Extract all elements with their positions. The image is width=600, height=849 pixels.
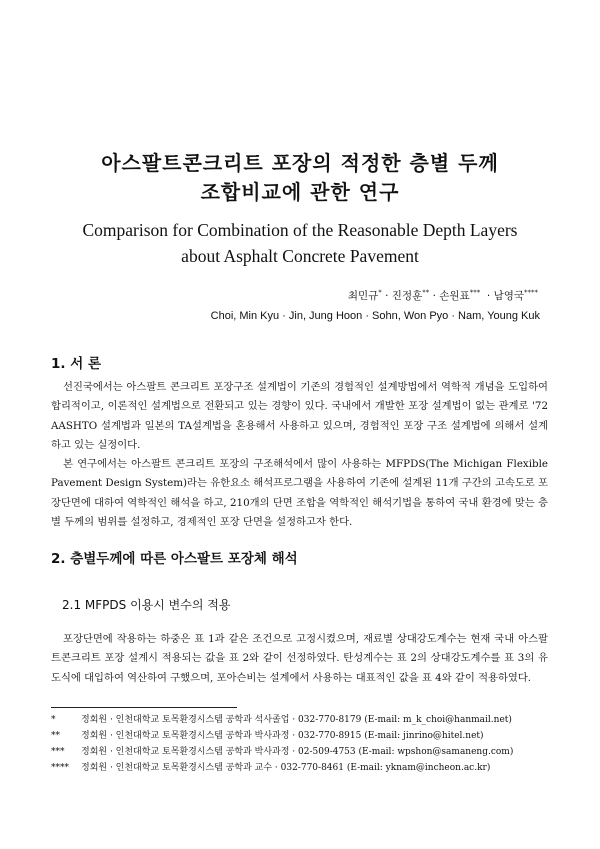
body-paragraph: 본 연구에서는 아스팔트 콘크리트 포장의 구조해석에서 많이 사용하는 MFPDS(The Michigan Flexible Pavement Design System)라는 유한요소 해석프로그램을 사용하여 기존에 설계된 11개 구간의 고속도로 포장단면에 대하여 역학적인 해석을 하고, 210개의 단면 조합을 역학적인 해석기법을 통하여 국내 환경에 맞는 층별 두께의 범위를 설정하고, 경제적인 포장 단면을 설정하고자 한다. <box>51 458 548 529</box>
footnote-mark: *** <box>51 747 65 757</box>
footnote-text: 정회원 · 인천대학교 토목환경시스템 공학과 석사졸업 · 032-770-8179 (E-mail: m_k_choi@hanmail.net) <box>81 715 512 725</box>
footnote-mark: **** <box>51 763 69 773</box>
section-heading-analysis: 2. 층별두께에 따른 아스팔트 포장체 해석 <box>51 551 298 567</box>
footnote-text: 정회원 · 인천대학교 토목환경시스템 공학과 박사과정 · 032-770-8915 (E-mail: jinrino@hitel.net) <box>81 731 484 741</box>
footnote-divider <box>51 707 237 708</box>
footnote <box>51 728 571 744</box>
footnotes <box>51 712 571 776</box>
author-name: 최민규 <box>347 290 379 302</box>
korean-authors: 최민규* · 진정훈** · 손원표*** · 남영국**** <box>347 288 538 302</box>
footnote-mark: * <box>51 715 56 725</box>
footnote <box>51 712 571 728</box>
english-authors: Choi, Min Kyu · Jin, Jung Hoon · Sohn, Won Pyo · Nam, Young Kuk <box>210 310 540 322</box>
author-mark: **** <box>524 288 538 297</box>
author-mark: *** <box>469 288 481 297</box>
subsection-heading: 2.1 MFPDS 이용시 변수의 적용 <box>62 598 231 612</box>
english-title-line-1: Comparison for Combination of the Reasonable Depth Layers <box>82 220 518 240</box>
author-name: 손원표 <box>439 290 470 302</box>
footnote <box>51 760 571 776</box>
english-title-line-2: about Asphalt Concrete Pavement <box>181 246 419 266</box>
section-heading-introduction: 1. 서 론 <box>51 356 102 372</box>
author-mark: ** <box>422 288 430 297</box>
author-mark: * <box>378 288 382 297</box>
footnote-text: 정회원 · 인천대학교 토목환경시스템 공학과 교수 · 032-770-8461 (E-mail: yknam@incheon.ac.kr) <box>81 763 491 773</box>
footnote-mark: ** <box>51 731 60 741</box>
body-paragraph: 선진국에서는 아스팔트 콘크리트 포장구조 설계법이 기존의 경험적인 설계방법에서 역학적 개념을 도입하여 합리적이고, 이론적인 설계법으로 전환되고 있는 경향이 있다. 국내에서 개발한 포장 설계법이 없는 관계로 '72 AASHTO 설계법과 일본의 TA설계법을 혼용해서 사용하고 있으며, 경험적인 포장 구조 설계법에 의해서 설계하고 있는 실정이다. <box>51 381 548 452</box>
korean-title-line-2: 조합비교에 관한 연구 <box>200 180 400 204</box>
footnote-text: 정회원 · 인천대학교 토목환경시스템 공학과 박사과정 · 02-509-4753 (E-mail: wpshon@samaneng.com) <box>81 747 514 757</box>
author-name: 진정훈 <box>391 290 423 302</box>
body-paragraph: 포장단면에 작용하는 하중은 표 1과 같은 조건으로 고정시켰으며, 재료별 상대강도계수는 현재 국내 아스팔트콘크리트 포장 설계시 적용되는 값을 표 2와 같이 선정하였다. 탄성계수는 표 2의 상대강도계수를 표 3의 유도식에 대입하여 역산하여 구했으며, 포아슨비는 설계에서 사용하는 대표적인 값을 표 4와 같이 적용하였다. <box>51 633 548 684</box>
footnote <box>51 744 571 760</box>
author-name: 남영국 <box>493 290 524 302</box>
korean-title-line-1: 아스팔트콘크리트 포장의 적정한 층별 두께 <box>101 151 499 175</box>
